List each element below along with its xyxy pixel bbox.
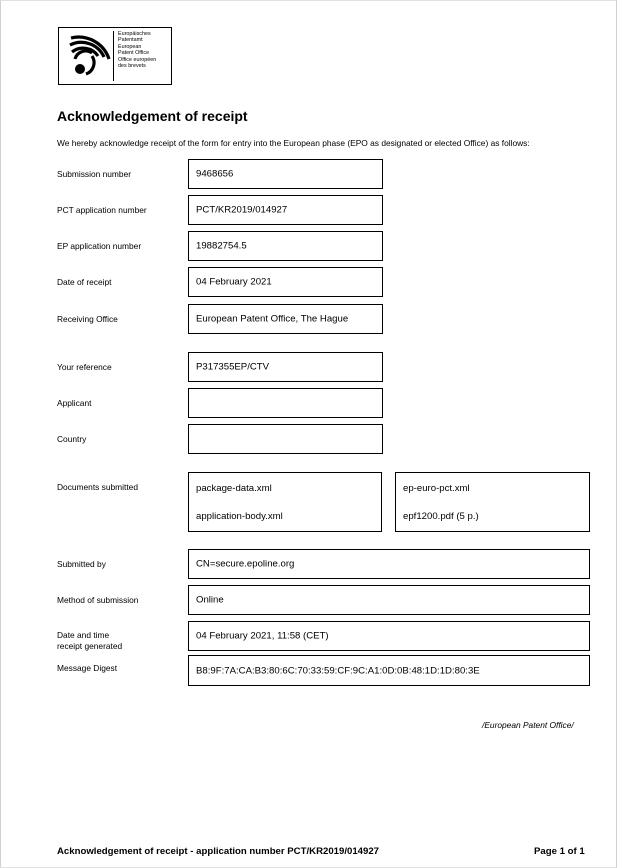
date-of-receipt-label: Date of receipt (57, 277, 112, 287)
country-label: Country (57, 434, 87, 444)
your-reference-value: P317355EP/CTV (196, 361, 270, 373)
submitted-by-value: CN=secure.epoline.org (196, 558, 295, 570)
date-time-generated-field (188, 621, 590, 651)
pct-application-number-field (188, 195, 383, 225)
logo-text-en: European Patent Office (118, 44, 150, 57)
receiving-office-label: Receiving Office (57, 314, 118, 324)
pct-application-number-label: PCT application number (57, 205, 147, 215)
date-time-label-line2: receipt generated (57, 641, 123, 651)
receiving-office-field (188, 304, 383, 334)
logo-text-fr: Office européen des brevets (118, 57, 157, 70)
page-number: Page 1 of 1 (534, 846, 585, 857)
method-of-submission-field (188, 585, 590, 615)
submission-number-field (188, 159, 383, 189)
ep-application-number-value: 19882754.5 (196, 240, 247, 252)
date-of-receipt-field (188, 267, 383, 297)
submission-number-label: Submission number (57, 169, 132, 179)
message-digest-field (188, 655, 590, 686)
applicant-label: Applicant (57, 398, 92, 408)
documents-column-1 (188, 472, 382, 532)
date-of-receipt-value: 04 February 2021 (196, 276, 272, 288)
submission-number-value: 9468656 (196, 168, 234, 180)
your-reference-field (188, 352, 383, 382)
submitted-by-label: Submitted by (57, 559, 106, 569)
document-item: epf1200.pdf (5 p.) (403, 511, 479, 522)
document-item: application-body.xml (196, 511, 283, 522)
document-item: package-data.xml (196, 483, 272, 494)
epo-logo-icon (62, 31, 112, 81)
document-title: Acknowledgement of receipt (57, 108, 248, 124)
date-time-label-line1: Date and time (57, 630, 110, 640)
footer-title: Acknowledgement of receipt - application number PCT/KR2019/014927 (57, 846, 380, 857)
pct-application-number-value: PCT/KR2019/014927 (196, 204, 288, 216)
documents-column-2 (395, 472, 590, 532)
ep-application-number-field (188, 231, 383, 261)
epo-logo (58, 27, 172, 85)
your-reference-label: Your reference (57, 362, 112, 372)
message-digest-label: Message Digest (57, 663, 118, 673)
logo-text-de: Europäisches Patentamt (118, 31, 151, 44)
date-time-generated-label (57, 630, 122, 652)
receiving-office-value: European Patent Office, The Hague (196, 313, 349, 325)
ep-application-number-label: EP application number (57, 241, 142, 251)
documents-submitted-label: Documents submitted (57, 482, 138, 492)
intro-text: We hereby acknowledge receipt of the form for entry into the European phase (EPO as designated or elected Office) as follows: (57, 138, 530, 148)
logo-separator (113, 31, 114, 81)
method-of-submission-value: Online (196, 594, 224, 606)
method-of-submission-label: Method of submission (57, 595, 139, 605)
submitted-by-field (188, 549, 590, 579)
signature: /European Patent Office/ (482, 720, 574, 730)
country-field (188, 424, 383, 454)
applicant-field (188, 388, 383, 418)
document-item: ep-euro-pct.xml (403, 483, 470, 494)
date-time-generated-value: 04 February 2021, 11:58 (CET) (196, 630, 329, 642)
message-digest-value: B8:9F:7A:CA:B3:80:6C:70:33:59:CF:9C:A1:0D:0B:48:1D:1D:80:3E (196, 665, 480, 676)
